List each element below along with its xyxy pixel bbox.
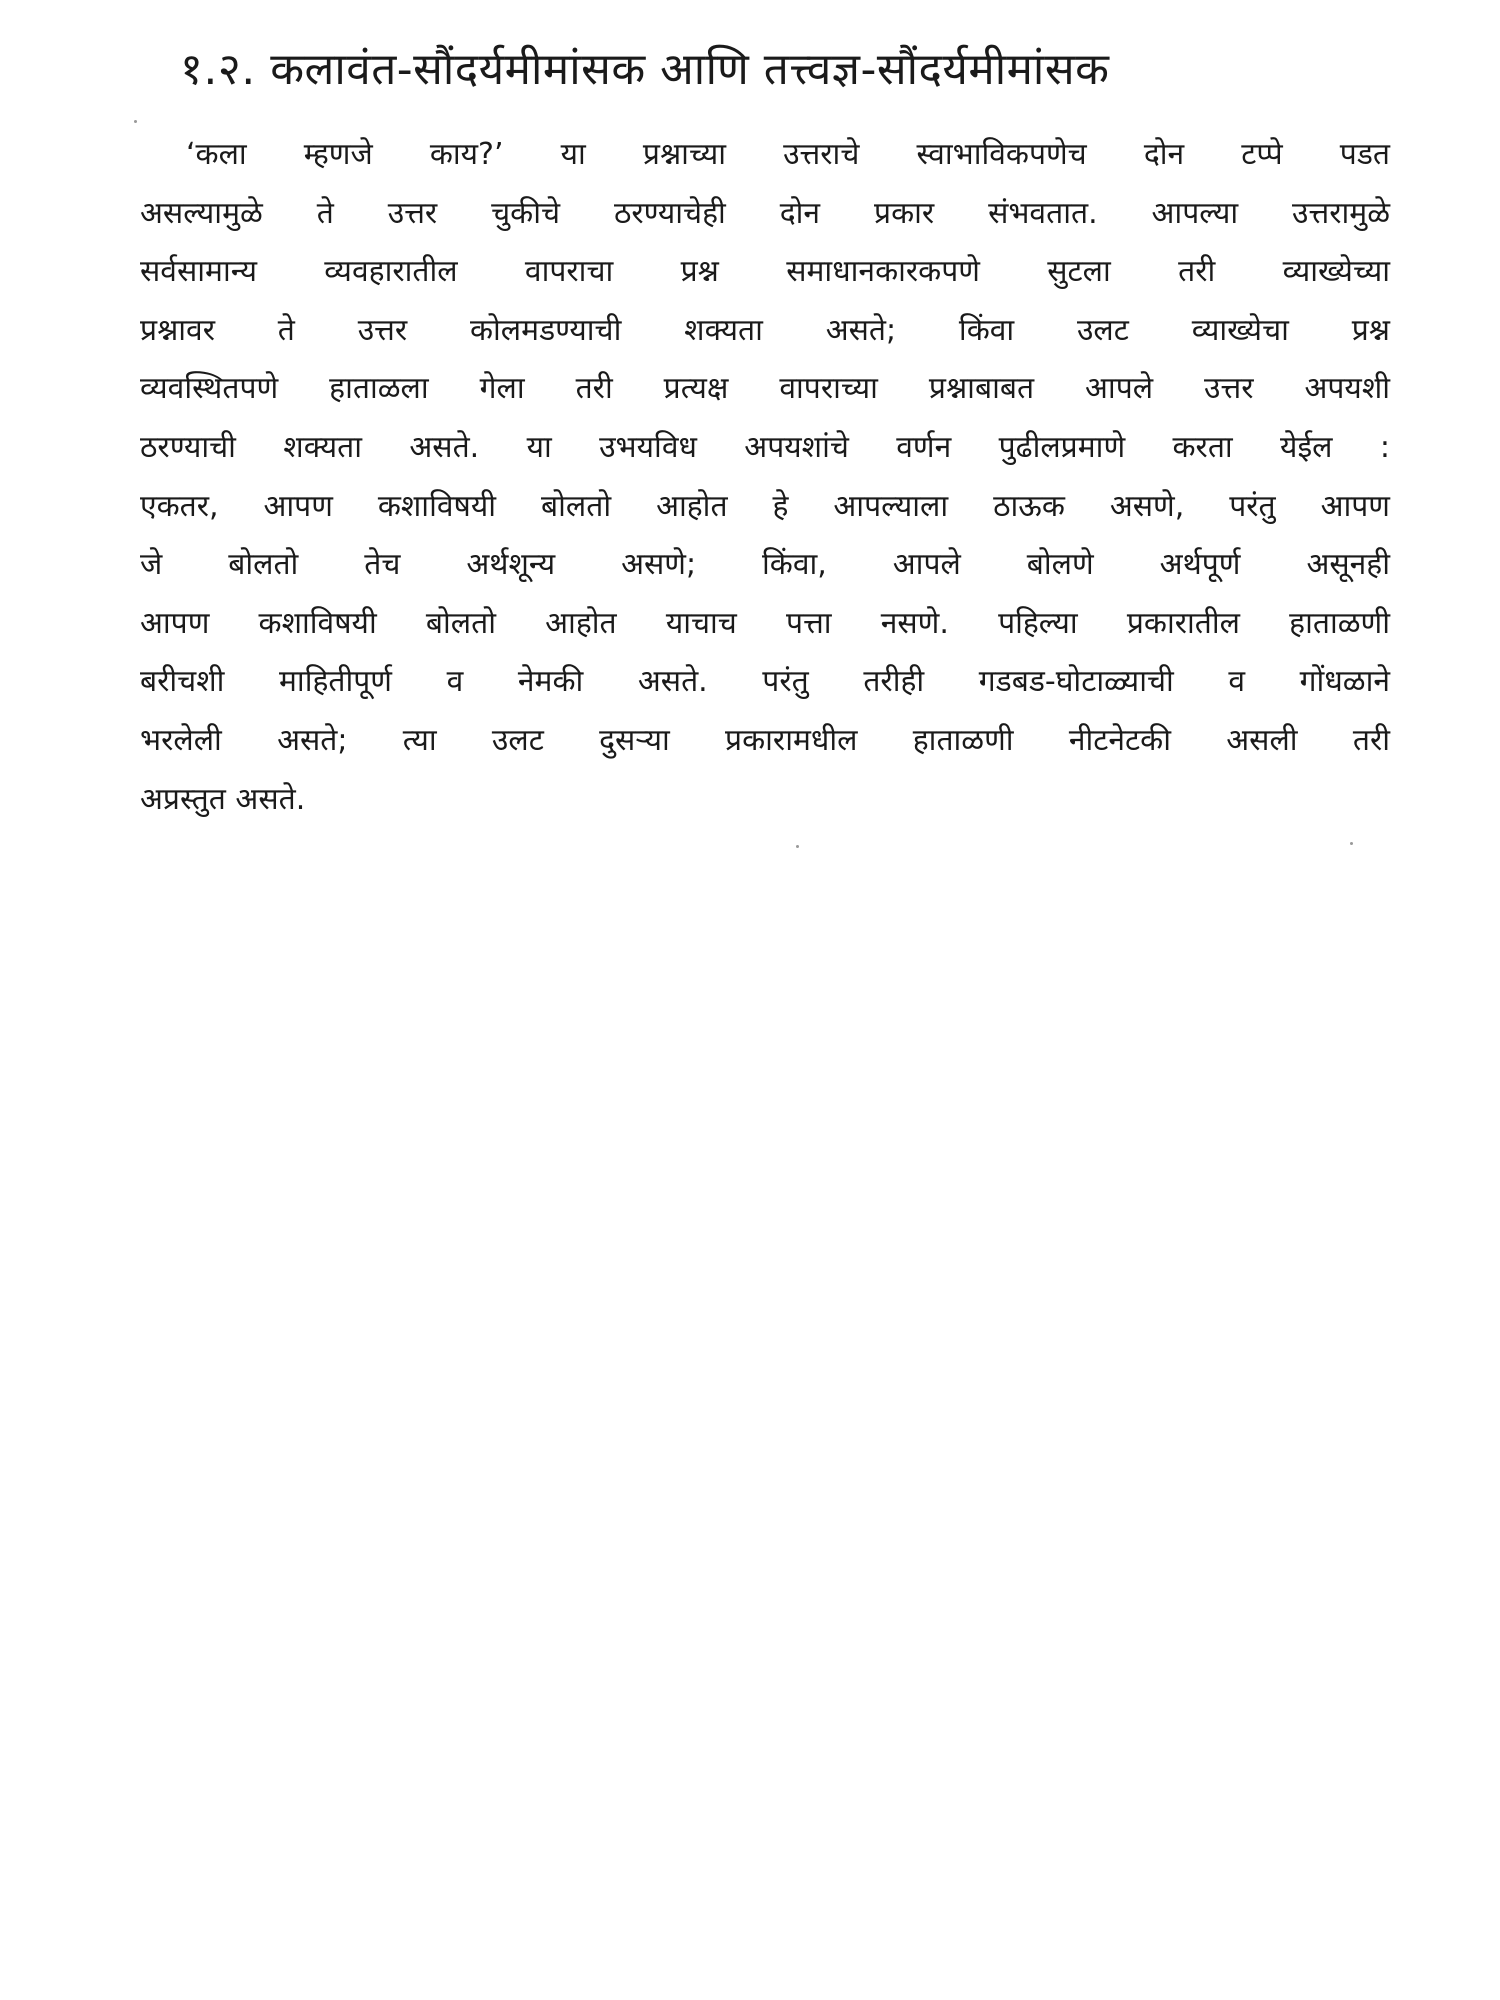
paragraph-line: व्यवस्थितपणे हाताळला गेला तरी प्रत्यक्ष वापराच्या प्रश्नाबाबत आपले उत्तर अपयशी xyxy=(140,371,1390,407)
paragraph-line: आपण कशाविषयी बोलतो आहोत याचाच पत्ता नसणे. पहिल्या प्रकारातील हाताळणी xyxy=(140,605,1390,641)
paragraph-line: ‘कला म्हणजे काय?’ या प्रश्नाच्या उत्तराचे स्वाभाविकपणेच दोन टप्पे पडत xyxy=(186,137,1390,172)
paragraph-line: प्रश्नावर ते उत्तर कोलमडण्याची शक्यता असते; किंवा उलट व्याख्येचा प्रश्न xyxy=(140,312,1390,348)
section-heading: १.२. कलावंत-सौंदर्यमीमांसक आणि तत्त्वज्ञ-सौंदर्यमीमांसक xyxy=(180,44,1110,95)
scan-speck xyxy=(134,120,137,123)
paragraph-line: बरीचशी माहितीपूर्ण व नेमकी असते. परंतु तरीही गडबड-घोटाळ्याची व गोंधळाने xyxy=(140,664,1390,700)
paragraph-line: भरलेली असते; त्या उलट दुसऱ्या प्रकारामधील हाताळणी नीटनेटकी असली तरी xyxy=(140,722,1390,758)
paragraph-line: सर्वसामान्य व्यवहारातील वापराचा प्रश्न समाधानकारकपणे सुटला तरी व्याख्येच्या xyxy=(140,254,1390,290)
paragraph-line: एकतर, आपण कशाविषयी बोलतो आहोत हे आपल्याला ठाऊक असणे, परंतु आपण xyxy=(140,488,1390,524)
paragraph-line: असल्यामुळे ते उत्तर चुकीचे ठरण्याचेही दोन प्रकार संभवतात. आपल्या उत्तरामुळे xyxy=(140,195,1390,231)
scan-speck xyxy=(796,845,799,848)
paragraph-line: अप्रस्तुत असते. xyxy=(140,781,306,817)
paragraph-line: ठरण्याची शक्यता असते. या उभयविध अपयशांचे वर्णन पुढीलप्रमाणे करता येईल : xyxy=(140,429,1390,465)
paragraph-line: जे बोलतो तेच अर्थशून्य असणे; किंवा, आपले बोलणे अर्थपूर्ण असूनही xyxy=(140,547,1390,583)
scan-speck xyxy=(1350,842,1353,845)
body-paragraph xyxy=(140,126,1390,829)
